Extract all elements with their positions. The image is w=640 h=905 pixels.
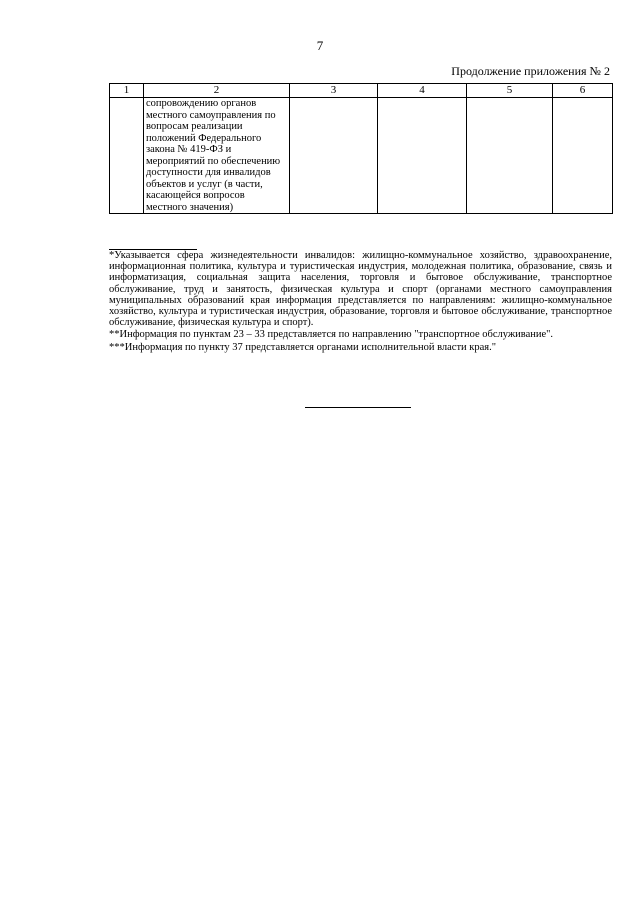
footnote: *Указывается сфера жизнедеятельности инвалидов: жилищно-коммунальное хозяйство, здравоохранение, информационная политика, культура и туристическая индустрия, молодежная политика, образование, связь и информатизация, социальная защита населения, торговля и бытовое обслуживание, транспортное обслуживание, труд и занятость, физическая культура и спорт (органами местного самоуправления муниципальных образований края информация представляется по направлениям: жилищно-коммунальное хозяйство, культура и туристическая индустрия, образование, торговля и бытовое обслуживание, транспортное обслуживание, физическая культура и спорт). [109,250,612,329]
column-header: 5 [467,84,553,98]
document-end-line [305,407,411,408]
table-cell: сопровождению органов местного самоуправления по вопросам реализации положений Федерального закона № 419-ФЗ и мероприятий по обеспечению доступности для инвалидов объектов и услуг (в части, касающейся вопросов местного значения) [144,98,290,214]
table-cell [290,98,378,214]
footnote: ***Информация по пункту 37 представляется органами исполнительной власти края." [109,341,497,353]
page-number: 7 [316,38,324,53]
footnote: **Информация по пунктам 23 – 33 представляется по направлению "транспортное обслуживание". [109,329,554,341]
column-header: 1 [110,84,144,98]
column-header: 3 [290,84,378,98]
column-header: 2 [144,84,290,98]
table-header-row [110,84,613,98]
column-header: 4 [378,84,467,98]
footnotes [109,250,612,353]
table-cell [110,98,144,214]
appendix-continuation-label: Продолжение приложения № 2 [451,64,610,78]
table-cell [467,98,553,214]
table-cell [378,98,467,214]
table-row [110,98,613,214]
appendix-table [109,83,613,214]
column-header: 6 [553,84,613,98]
table-cell [553,98,613,214]
